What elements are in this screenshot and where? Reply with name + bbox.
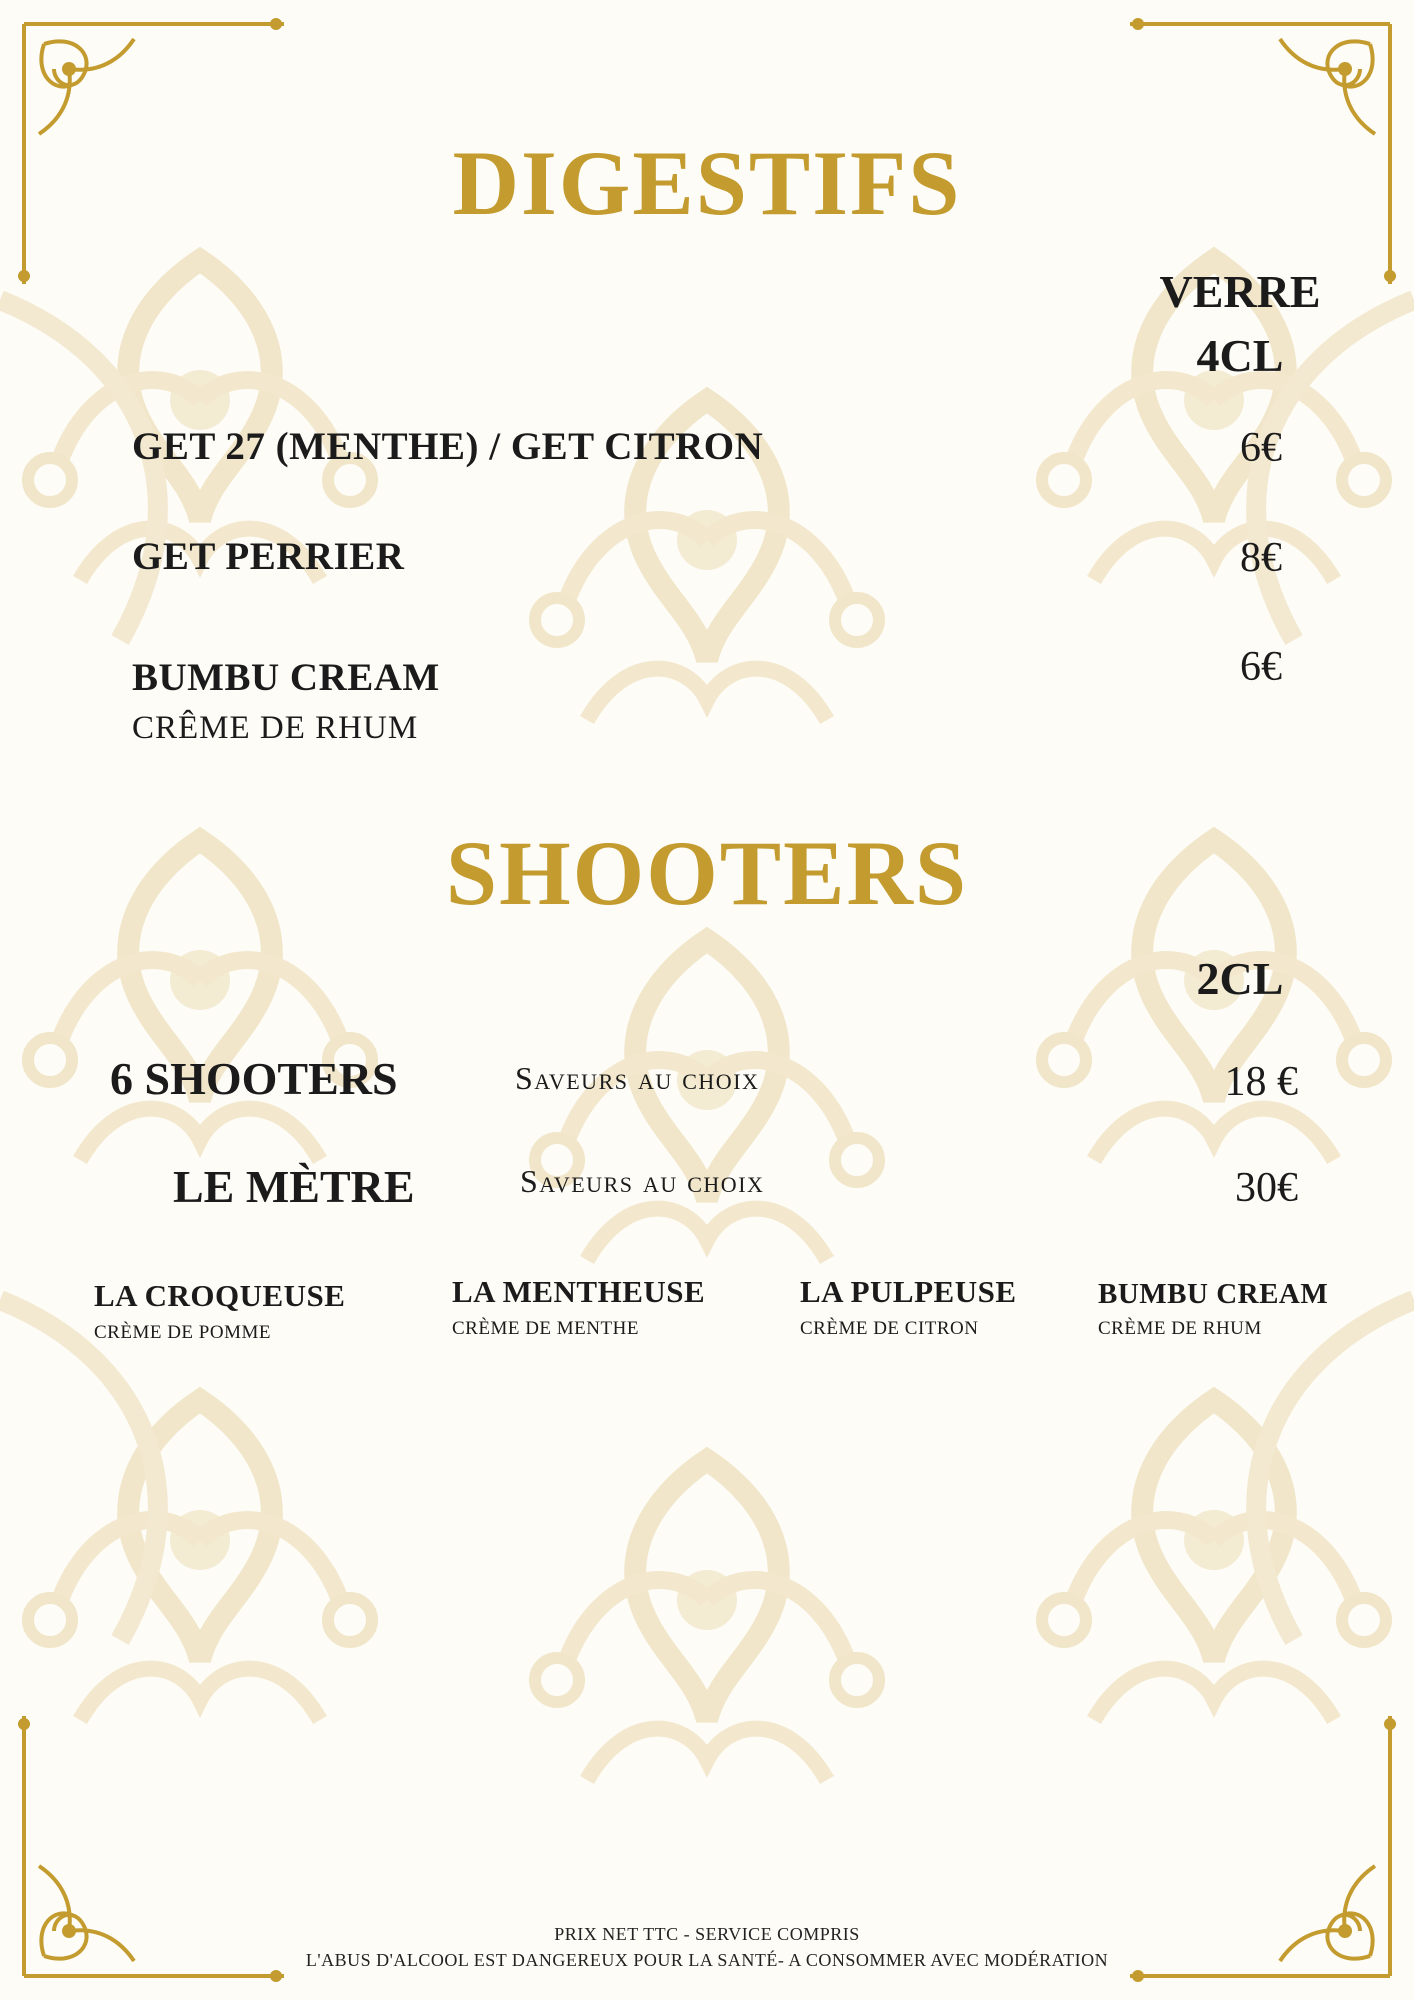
flavor-name: LA CROQUEUSE <box>94 1278 346 1313</box>
flavor-name: BUMBU CREAM <box>1098 1278 1329 1310</box>
flavor-desc: CRÈME DE POMME <box>94 1322 271 1343</box>
column-header-line-1: VERRE <box>1159 266 1321 317</box>
shooter-offer-flavor: Saveurs au choix <box>520 1163 765 1199</box>
digestifs-column-header <box>1140 260 1340 388</box>
shooters-column-header: 2CL <box>1196 953 1284 1004</box>
digestifs-title: DIGESTIFS <box>452 132 962 234</box>
flavor-name: LA PULPEUSE <box>800 1274 1017 1309</box>
shooter-offer-name: 6 SHOOTERS <box>110 1053 398 1104</box>
digestif-item-subtitle: CRÊME DE RHUM <box>132 710 419 746</box>
digestif-item-price: 6€ <box>1240 644 1282 690</box>
digestif-item-name: BUMBU CREAM <box>132 656 440 699</box>
shooter-offer-name: LE MÈTRE <box>173 1161 415 1212</box>
flavor-desc: CRÈME DE CITRON <box>800 1318 979 1339</box>
digestif-item-price: 8€ <box>1240 535 1282 581</box>
shooter-offer-flavor: Saveurs au choix <box>515 1060 760 1096</box>
shooters-title: SHOOTERS <box>445 822 969 924</box>
footer-line-1: PRIX NET TTC - SERVICE COMPRIS <box>554 1924 860 1944</box>
shooter-offer-price: 18 € <box>1224 1059 1298 1105</box>
flavor-desc: CRÈME DE MENTHE <box>452 1318 639 1339</box>
flavor-desc: CRÈME DE RHUM <box>1098 1318 1262 1339</box>
digestif-item-price: 6€ <box>1240 425 1282 471</box>
shooter-offer-price: 30€ <box>1235 1165 1298 1211</box>
column-header-line-2: 4CL <box>1196 330 1284 381</box>
digestif-item-name: GET PERRIER <box>132 535 405 578</box>
digestif-item-name: GET 27 (MENTHE) / GET CITRON <box>132 425 764 468</box>
flavor-name: LA MENTHEUSE <box>452 1274 706 1309</box>
footer-line-2: L'ABUS D'ALCOOL EST DANGEREUX POUR LA SANTÉ- A CONSOMMER AVEC MODÉRATION <box>305 1950 1109 1970</box>
